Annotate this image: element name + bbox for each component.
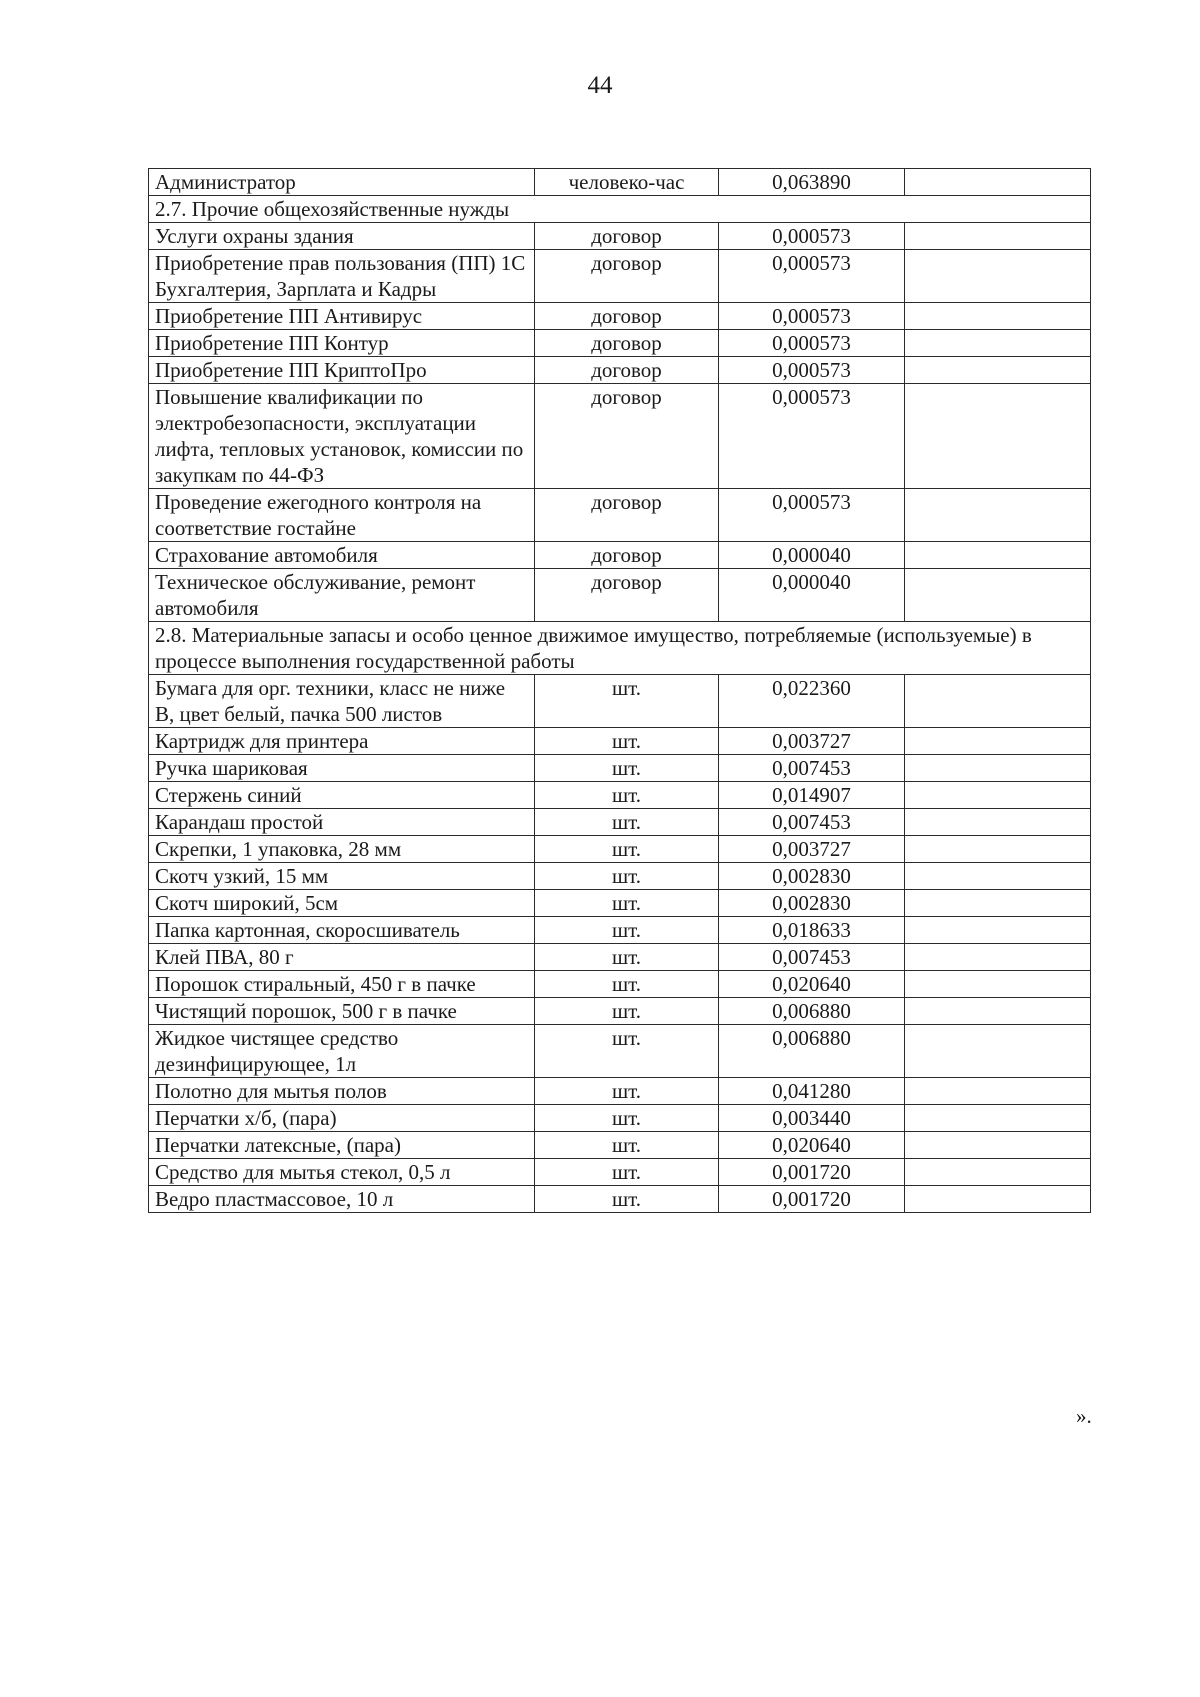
item-name-cell: Папка картонная, скоросшиватель xyxy=(149,917,535,944)
norm-value-cell: 0,006880 xyxy=(719,1025,905,1078)
note-cell xyxy=(905,971,1091,998)
table-row xyxy=(149,675,1091,728)
unit-cell: шт. xyxy=(535,917,719,944)
norm-value-cell: 0,007453 xyxy=(719,755,905,782)
note-cell xyxy=(905,330,1091,357)
norm-value-cell: 0,003727 xyxy=(719,728,905,755)
norm-value-cell: 0,000573 xyxy=(719,223,905,250)
item-name-cell: Скотч узкий, 15 мм xyxy=(149,863,535,890)
unit-cell: человеко-час xyxy=(535,169,719,196)
note-cell xyxy=(905,890,1091,917)
table-row xyxy=(149,542,1091,569)
unit-cell: шт. xyxy=(535,1105,719,1132)
unit-cell: договор xyxy=(535,489,719,542)
table-row xyxy=(149,728,1091,755)
norm-value-cell: 0,001720 xyxy=(719,1186,905,1213)
unit-cell: шт. xyxy=(535,675,719,728)
unit-cell: договор xyxy=(535,303,719,330)
item-name-cell: Полотно для мытья полов xyxy=(149,1078,535,1105)
norm-value-cell: 0,003440 xyxy=(719,1105,905,1132)
note-cell xyxy=(905,1025,1091,1078)
closing-quote: ». xyxy=(1076,1404,1092,1428)
table-row xyxy=(149,890,1091,917)
section-heading: 2.7. Прочие общехозяйственные нужды xyxy=(149,196,1091,223)
note-cell xyxy=(905,675,1091,728)
norm-value-cell: 0,041280 xyxy=(719,1078,905,1105)
note-cell xyxy=(905,250,1091,303)
page-number: 44 xyxy=(587,72,613,99)
norm-value-cell: 0,020640 xyxy=(719,1132,905,1159)
norm-value-cell: 0,006880 xyxy=(719,998,905,1025)
item-name-cell: Приобретение ПП Антивирус xyxy=(149,303,535,330)
item-name-cell: Чистящий порошок, 500 г в пачке xyxy=(149,998,535,1025)
table-row xyxy=(149,917,1091,944)
table-row xyxy=(149,836,1091,863)
table-row xyxy=(149,998,1091,1025)
item-name-cell: Жидкое чистящее средство дезинфицирующее, 1л xyxy=(149,1025,535,1078)
table-row xyxy=(149,1105,1091,1132)
note-cell xyxy=(905,542,1091,569)
item-name-cell: Скотч широкий, 5см xyxy=(149,890,535,917)
table-row xyxy=(149,569,1091,622)
table-row xyxy=(149,755,1091,782)
note-cell xyxy=(905,169,1091,196)
item-name-cell: Ручка шариковая xyxy=(149,755,535,782)
item-name-cell: Приобретение прав пользования (ПП) 1С Бухгалтерия, Зарплата и Кадры xyxy=(149,250,535,303)
note-cell xyxy=(905,782,1091,809)
unit-cell: шт. xyxy=(535,890,719,917)
unit-cell: шт. xyxy=(535,1132,719,1159)
unit-cell: договор xyxy=(535,384,719,489)
norm-value-cell: 0,063890 xyxy=(719,169,905,196)
table-row xyxy=(149,330,1091,357)
note-cell xyxy=(905,489,1091,542)
norms-table-body xyxy=(149,169,1091,1213)
norm-value-cell: 0,014907 xyxy=(719,782,905,809)
norms-table xyxy=(148,168,1091,1213)
note-cell xyxy=(905,944,1091,971)
note-cell xyxy=(905,223,1091,250)
item-name-cell: Страхование автомобиля xyxy=(149,542,535,569)
table-row xyxy=(149,169,1091,196)
note-cell xyxy=(905,836,1091,863)
note-cell xyxy=(905,728,1091,755)
table-row xyxy=(149,250,1091,303)
unit-cell: шт. xyxy=(535,863,719,890)
item-name-cell: Скрепки, 1 упаковка, 28 мм xyxy=(149,836,535,863)
item-name-cell: Порошок стиральный, 450 г в пачке xyxy=(149,971,535,998)
norm-value-cell: 0,007453 xyxy=(719,809,905,836)
norm-value-cell: 0,000573 xyxy=(719,489,905,542)
note-cell xyxy=(905,1078,1091,1105)
note-cell xyxy=(905,303,1091,330)
item-name-cell: Клей ПВА, 80 г xyxy=(149,944,535,971)
note-cell xyxy=(905,357,1091,384)
table-row xyxy=(149,971,1091,998)
table-row xyxy=(149,944,1091,971)
table-row xyxy=(149,357,1091,384)
table-row xyxy=(149,489,1091,542)
norm-value-cell: 0,000573 xyxy=(719,330,905,357)
norm-value-cell: 0,000573 xyxy=(719,357,905,384)
unit-cell: шт. xyxy=(535,1159,719,1186)
norm-value-cell: 0,002830 xyxy=(719,863,905,890)
norm-value-cell: 0,000573 xyxy=(719,250,905,303)
note-cell xyxy=(905,755,1091,782)
norm-value-cell: 0,000573 xyxy=(719,303,905,330)
note-cell xyxy=(905,917,1091,944)
norm-value-cell: 0,007453 xyxy=(719,944,905,971)
note-cell xyxy=(905,1105,1091,1132)
unit-cell: шт. xyxy=(535,998,719,1025)
note-cell xyxy=(905,1132,1091,1159)
table-row xyxy=(149,223,1091,250)
unit-cell: шт. xyxy=(535,1186,719,1213)
table-row xyxy=(149,384,1091,489)
item-name-cell: Картридж для принтера xyxy=(149,728,535,755)
norm-value-cell: 0,020640 xyxy=(719,971,905,998)
unit-cell: договор xyxy=(535,330,719,357)
unit-cell: шт. xyxy=(535,782,719,809)
unit-cell: шт. xyxy=(535,971,719,998)
table-row xyxy=(149,809,1091,836)
norm-value-cell: 0,022360 xyxy=(719,675,905,728)
norm-value-cell: 0,000040 xyxy=(719,569,905,622)
item-name-cell: Техническое обслуживание, ремонт автомобиля xyxy=(149,569,535,622)
norm-value-cell: 0,002830 xyxy=(719,890,905,917)
table-row xyxy=(149,1078,1091,1105)
norm-value-cell: 0,003727 xyxy=(719,836,905,863)
section-heading: 2.8. Материальные запасы и особо ценное движимое имущество, потребляемые (используемые) в процессе выполнения государственной работы xyxy=(149,622,1091,675)
section-heading-row xyxy=(149,622,1091,675)
norm-value-cell: 0,001720 xyxy=(719,1159,905,1186)
norm-value-cell: 0,000040 xyxy=(719,542,905,569)
norm-value-cell: 0,000573 xyxy=(719,384,905,489)
unit-cell: договор xyxy=(535,250,719,303)
unit-cell: шт. xyxy=(535,1025,719,1078)
item-name-cell: Администратор xyxy=(149,169,535,196)
item-name-cell: Приобретение ПП Контур xyxy=(149,330,535,357)
table-row xyxy=(149,1132,1091,1159)
table-row xyxy=(149,1159,1091,1186)
unit-cell: шт. xyxy=(535,1078,719,1105)
note-cell xyxy=(905,384,1091,489)
item-name-cell: Средство для мытья стекол, 0,5 л xyxy=(149,1159,535,1186)
unit-cell: договор xyxy=(535,569,719,622)
note-cell xyxy=(905,1159,1091,1186)
note-cell xyxy=(905,569,1091,622)
item-name-cell: Стержень синий xyxy=(149,782,535,809)
item-name-cell: Ведро пластмассовое, 10 л xyxy=(149,1186,535,1213)
norm-value-cell: 0,018633 xyxy=(719,917,905,944)
item-name-cell: Бумага для орг. техники, класс не ниже В, цвет белый, пачка 500 листов xyxy=(149,675,535,728)
item-name-cell: Перчатки х/б, (пара) xyxy=(149,1105,535,1132)
item-name-cell: Проведение ежегодного контроля на соответствие гостайне xyxy=(149,489,535,542)
unit-cell: шт. xyxy=(535,836,719,863)
unit-cell: шт. xyxy=(535,944,719,971)
item-name-cell: Повышение квалификации по электробезопасности, эксплуатации лифта, тепловых установок, комиссии по закупкам по 44-ФЗ xyxy=(149,384,535,489)
item-name-cell: Приобретение ПП КриптоПро xyxy=(149,357,535,384)
unit-cell: шт. xyxy=(535,728,719,755)
table-row xyxy=(149,1025,1091,1078)
table-row xyxy=(149,863,1091,890)
item-name-cell: Услуги охраны здания xyxy=(149,223,535,250)
note-cell xyxy=(905,1186,1091,1213)
item-name-cell: Перчатки латексные, (пара) xyxy=(149,1132,535,1159)
unit-cell: шт. xyxy=(535,755,719,782)
unit-cell: шт. xyxy=(535,809,719,836)
note-cell xyxy=(905,998,1091,1025)
unit-cell: договор xyxy=(535,357,719,384)
note-cell xyxy=(905,863,1091,890)
table-row xyxy=(149,303,1091,330)
note-cell xyxy=(905,809,1091,836)
section-heading-row xyxy=(149,196,1091,223)
unit-cell: договор xyxy=(535,223,719,250)
table-row xyxy=(149,1186,1091,1213)
table-row xyxy=(149,782,1091,809)
item-name-cell: Карандаш простой xyxy=(149,809,535,836)
unit-cell: договор xyxy=(535,542,719,569)
